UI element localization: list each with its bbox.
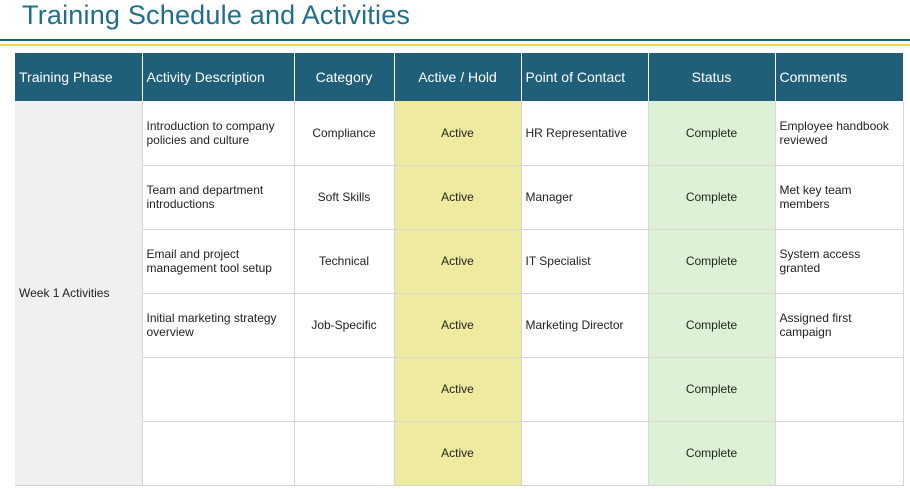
column-header-point-of-contact: Point of Contact <box>521 53 648 101</box>
active-hold-cell: Active <box>394 165 521 229</box>
contact-cell: Marketing Director <box>521 293 648 357</box>
category-cell <box>294 357 394 421</box>
column-header-training-phase: Training Phase <box>15 53 142 101</box>
contact-cell: IT Specialist <box>521 229 648 293</box>
table-header-row <box>15 53 903 101</box>
comments-cell: Employee handbook reviewed <box>775 101 903 165</box>
status-cell: Complete <box>648 229 775 293</box>
activity-cell: Team and department introductions <box>142 165 294 229</box>
status-cell: Complete <box>648 293 775 357</box>
contact-cell: Manager <box>521 165 648 229</box>
activity-cell: Email and project management tool setup <box>142 229 294 293</box>
comments-cell: Met key team members <box>775 165 903 229</box>
activity-cell <box>142 357 294 421</box>
active-hold-cell: Active <box>394 293 521 357</box>
status-cell: Complete <box>648 101 775 165</box>
category-cell: Soft Skills <box>294 165 394 229</box>
active-hold-cell: Active <box>394 101 521 165</box>
table-row <box>15 229 903 293</box>
contact-cell: HR Representative <box>521 101 648 165</box>
activity-cell: Initial marketing strategy overview <box>142 293 294 357</box>
column-header-activity-description: Activity Description <box>142 53 294 101</box>
activity-cell <box>142 421 294 485</box>
title-underline-blue <box>0 39 910 41</box>
status-cell: Complete <box>648 165 775 229</box>
activity-cell: Introduction to company policies and culture <box>142 101 294 165</box>
table-row <box>15 421 903 485</box>
column-header-comments: Comments <box>775 53 903 101</box>
active-hold-cell: Active <box>394 357 521 421</box>
column-header-status: Status <box>648 53 775 101</box>
category-cell: Compliance <box>294 101 394 165</box>
category-cell: Technical <box>294 229 394 293</box>
contact-cell <box>521 421 648 485</box>
training-schedule-table <box>15 53 904 486</box>
table-row <box>15 101 903 165</box>
category-cell: Job-Specific <box>294 293 394 357</box>
active-hold-cell: Active <box>394 421 521 485</box>
comments-cell <box>775 357 903 421</box>
comments-cell: Assigned first campaign <box>775 293 903 357</box>
table-row <box>15 357 903 421</box>
status-cell: Complete <box>648 357 775 421</box>
phase-cell: Week 1 Activities <box>15 101 142 485</box>
page-title: Training Schedule and Activities <box>22 0 411 30</box>
title-underline-yellow <box>0 44 910 46</box>
comments-cell <box>775 421 903 485</box>
status-cell: Complete <box>648 421 775 485</box>
column-header-category: Category <box>294 53 394 101</box>
column-header-active-hold: Active / Hold <box>394 53 521 101</box>
contact-cell <box>521 357 648 421</box>
table-row <box>15 293 903 357</box>
comments-cell: System access granted <box>775 229 903 293</box>
category-cell <box>294 421 394 485</box>
table-row <box>15 165 903 229</box>
active-hold-cell: Active <box>394 229 521 293</box>
